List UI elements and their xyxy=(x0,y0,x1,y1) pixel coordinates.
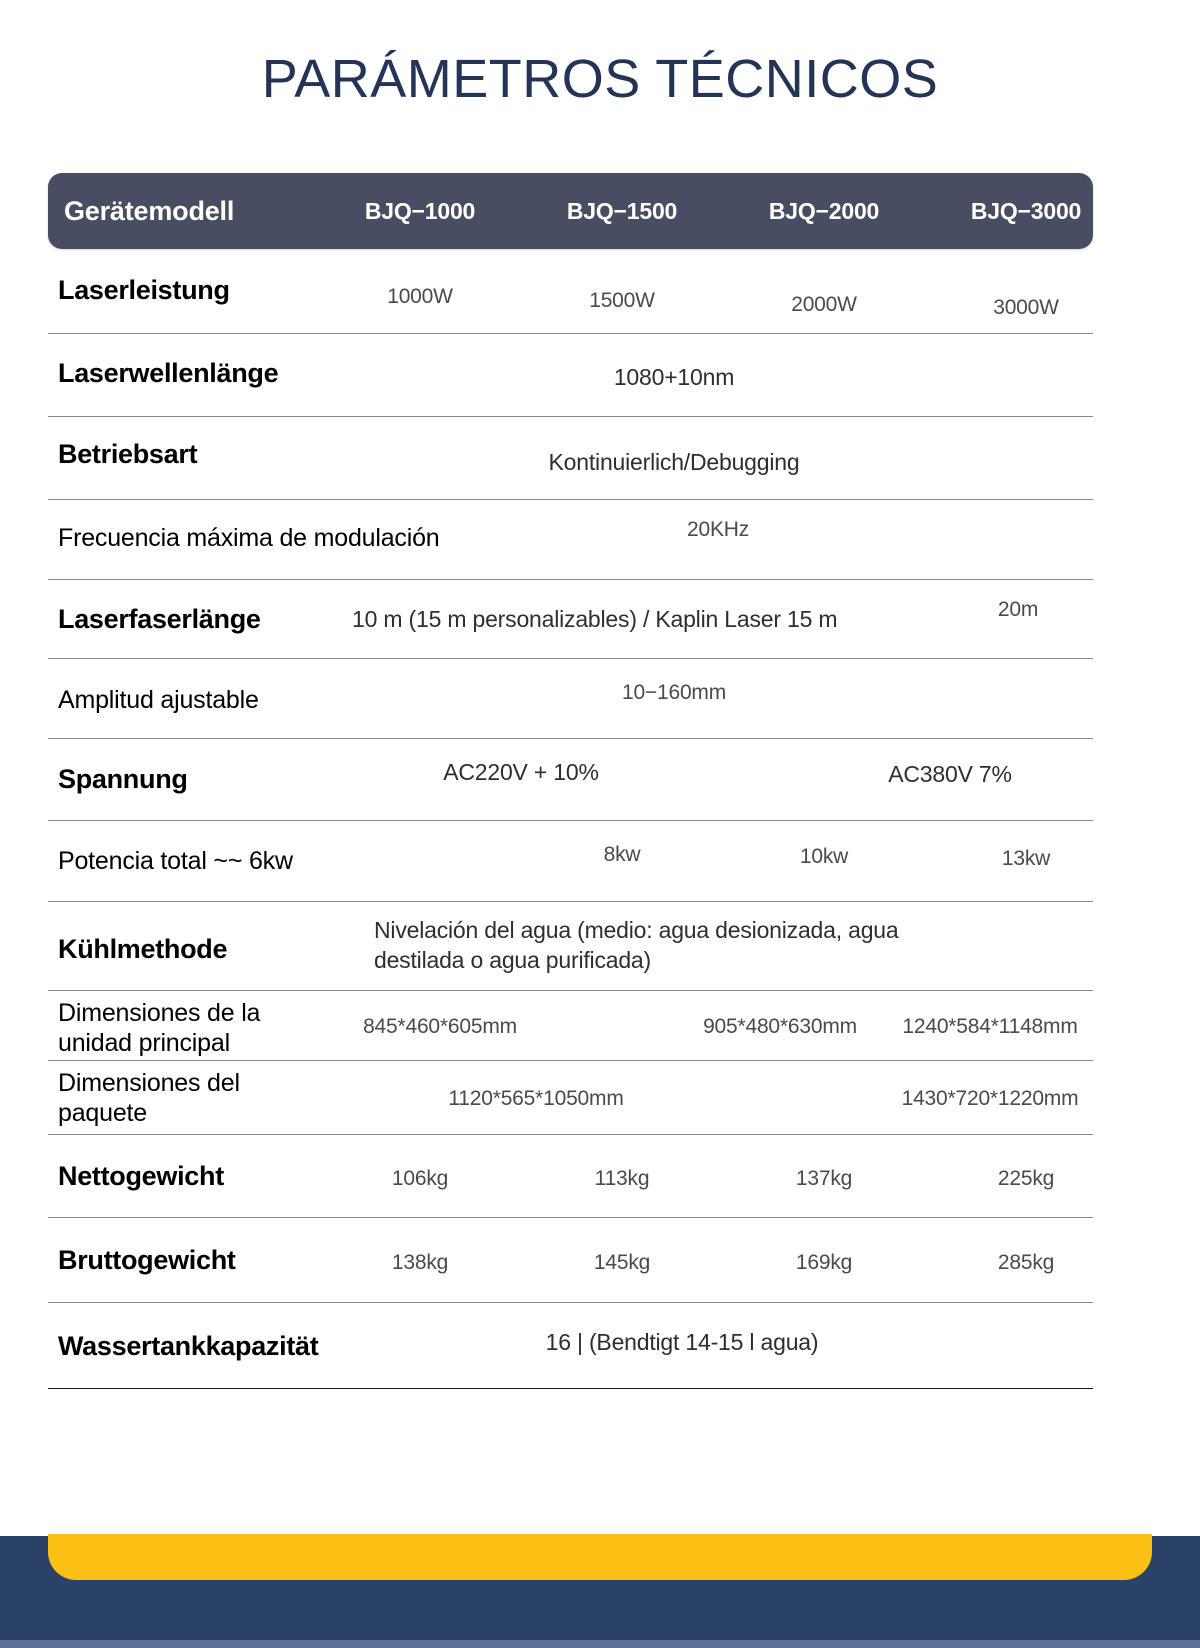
row-label: Betriebsart xyxy=(58,439,198,469)
row-value: 20KHz xyxy=(686,518,750,541)
row-value: 10−160mm xyxy=(621,681,727,704)
row-value: 1240*584*1148mm xyxy=(902,1015,1078,1038)
table-row-water-tank-capacity xyxy=(48,1303,1093,1389)
row-value: 285kg xyxy=(997,1251,1055,1274)
footer-yellow-accent-bar xyxy=(48,1534,1152,1580)
table-row-cooling-method xyxy=(48,902,1093,991)
row-value: AC380V 7% xyxy=(888,761,1012,787)
page-title: PARÁMETROS TÉCNICOS xyxy=(261,49,939,109)
row-value: 905*480*630mm xyxy=(703,1015,857,1038)
row-value: 106kg xyxy=(391,1167,449,1190)
row-label: Laserleistung xyxy=(58,275,230,305)
header-cell-device-model: Gerätemodell xyxy=(64,196,235,226)
row-value: 138kg xyxy=(391,1251,449,1274)
row-value: 225kg xyxy=(997,1167,1055,1190)
row-value: 1000W xyxy=(387,285,453,308)
row-label: Dimensiones de la unidad principal xyxy=(58,999,261,1057)
table-row-gross-weight xyxy=(48,1218,1093,1303)
table-row-operating-mode xyxy=(48,417,1093,500)
table-row-total-power xyxy=(48,821,1093,902)
table-row-main-unit-dimensions xyxy=(48,991,1093,1061)
row-label: Laserfaserlänge xyxy=(58,604,261,634)
row-label: Laserwellenlänge xyxy=(58,358,279,388)
row-label: Amplitud ajustable xyxy=(58,686,259,714)
table-row-laser-wavelength xyxy=(48,334,1093,417)
row-value: 16 | (Bendtigt 14-15 l agua) xyxy=(545,1329,819,1355)
header-cell-model-4: BJQ−3000 xyxy=(970,198,1082,224)
table-row-net-weight xyxy=(48,1135,1093,1218)
table-row-package-dimensions xyxy=(48,1061,1093,1135)
table-row-laser-fiber-length xyxy=(48,580,1093,659)
row-label: Nettogewicht xyxy=(58,1161,224,1191)
row-value: 137kg xyxy=(795,1167,853,1190)
row-value: Nivelación del agua (medio: agua desionizada, agua destilada o agua purificada) xyxy=(374,917,899,973)
row-label: Frecuencia máxima de modulación xyxy=(58,524,440,552)
row-value: 2000W xyxy=(791,293,857,316)
row-value: 845*460*605mm xyxy=(363,1015,517,1038)
row-value: 3000W xyxy=(993,296,1059,319)
row-value: AC220V + 10% xyxy=(443,759,599,785)
row-value: 10 m (15 m personalizables) / Kaplin Laser 15 m xyxy=(352,606,838,632)
row-value: 145kg xyxy=(593,1251,651,1274)
table-row-voltage xyxy=(48,739,1093,821)
row-value: 10kw xyxy=(799,845,849,868)
row-value: 8kw xyxy=(603,843,641,866)
row-label: Potencia total ~~ 6kw xyxy=(58,847,293,875)
row-label: Bruttogewicht xyxy=(58,1245,236,1275)
row-label: Spannung xyxy=(58,764,188,794)
row-value: 169kg xyxy=(795,1251,853,1274)
table-row-max-modulation-frequency xyxy=(48,500,1093,580)
row-value: 1120*565*1050mm xyxy=(448,1087,624,1110)
header-cell-model-2: BJQ−1500 xyxy=(566,198,678,224)
row-value: 13kw xyxy=(1001,847,1051,870)
footer-bottom-strip xyxy=(0,1640,1200,1648)
row-value: 1080+10nm xyxy=(613,364,735,390)
table-header-row xyxy=(48,173,1093,249)
row-value: 1500W xyxy=(589,289,655,312)
table-row-laser-power xyxy=(48,249,1093,334)
specifications-table xyxy=(48,173,1093,1389)
row-label: Dimensiones del paquete xyxy=(58,1069,240,1127)
header-cell-model-1: BJQ−1000 xyxy=(364,198,476,224)
row-label: Kühlmethode xyxy=(58,934,228,964)
row-value: Kontinuierlich/Debugging xyxy=(548,449,800,475)
header-cell-model-3: BJQ−2000 xyxy=(768,198,880,224)
row-value: 20m xyxy=(997,598,1039,621)
row-label: Wassertankkapazität xyxy=(58,1331,319,1361)
row-value: 1430*720*1220mm xyxy=(901,1087,1079,1110)
table-row-adjustable-amplitude xyxy=(48,659,1093,739)
row-value: 113kg xyxy=(594,1167,650,1190)
